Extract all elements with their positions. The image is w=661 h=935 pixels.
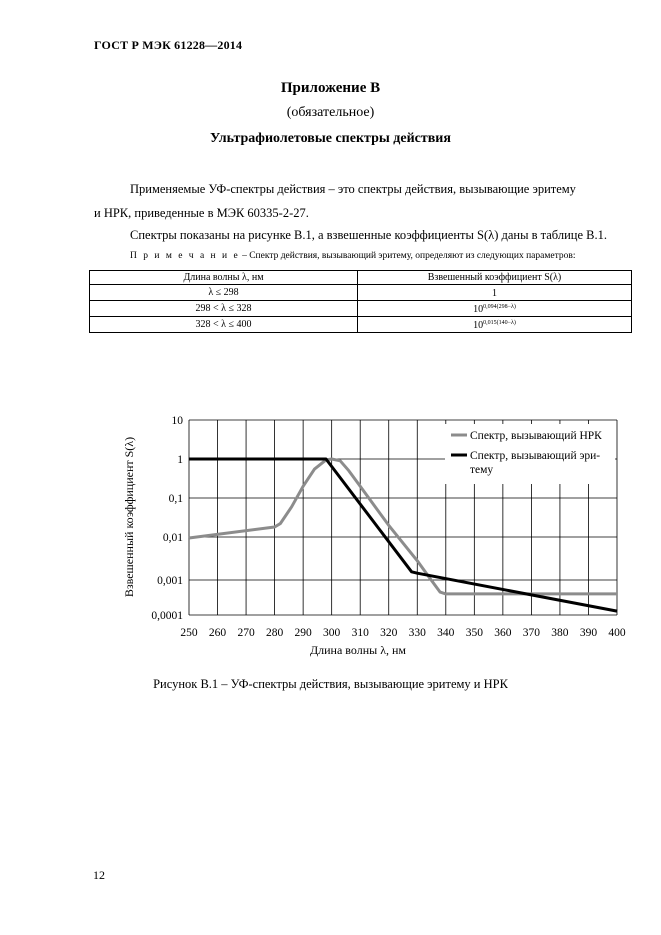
y-tick-label: 0,1 [168, 493, 183, 505]
table-header-wavelength: Длина волны λ, нм [90, 271, 358, 285]
figure-caption: Рисунок В.1 – УФ-спектры действия, вызывающие эритему и НРК [153, 677, 508, 691]
legend-label-line: тему [470, 464, 494, 476]
doc-header: ГОСТ Р МЭК 61228—2014 [94, 38, 243, 52]
y-axis-label: Взвешенный коэффициент S(λ) [122, 436, 136, 598]
table-row [90, 285, 632, 301]
value-base: 10 [473, 304, 484, 315]
paragraph-1-line-1: Применяемые УФ-спектры действия – это спектры действия, вызывающие эритему [130, 182, 576, 196]
x-tick-label: 360 [494, 627, 512, 639]
paragraph-2: Спектры показаны на рисунке В.1, а взвешенные коэффициенты S(λ) даны в таблице В.1. [130, 228, 607, 242]
x-tick-label: 400 [608, 627, 626, 639]
annex-name: Ультрафиолетовые спектры действия [210, 131, 451, 146]
table-cell-value [358, 301, 632, 317]
y-tick-label: 0,001 [157, 575, 183, 587]
annex-title: Приложение В [280, 80, 381, 96]
x-tick-label: 320 [380, 627, 398, 639]
note-text: – Спектр действия, вызывающий эритему, определяют из следующих параметров: [239, 251, 576, 261]
note-label: П р и м е ч а н и е [130, 251, 240, 261]
x-tick-label: 260 [208, 627, 227, 639]
x-tick-label: 390 [579, 627, 598, 639]
y-tick-label: 10 [171, 415, 183, 427]
table-cell-value [358, 285, 632, 301]
annex-status: (обязательное) [286, 105, 375, 120]
table-cell-value [358, 317, 632, 333]
x-tick-label: 290 [294, 627, 312, 639]
x-tick-label: 340 [437, 627, 455, 639]
x-tick-label: 350 [465, 627, 483, 639]
x-tick-label: 380 [551, 627, 569, 639]
x-tick-label: 300 [323, 627, 341, 639]
value-exponent: 0,094(298−λ) [483, 304, 516, 310]
legend-label-nrk: Спектр, вызывающий НРК [470, 430, 602, 442]
paragraph-1-line-2: и НРК, приведенные в МЭК 60335-2-27. [94, 206, 309, 220]
value-base: 1 [492, 288, 497, 299]
legend-label-line: Спектр, вызывающий эри- [470, 450, 601, 462]
y-tick-label: 0,0001 [151, 610, 183, 622]
y-tick-label: 0,01 [162, 532, 183, 544]
table-header-row [90, 271, 632, 285]
table-row [90, 317, 632, 333]
x-tick-label: 250 [180, 627, 198, 639]
table-row [90, 301, 632, 317]
page-number: 12 [93, 868, 105, 882]
coefficients-table [89, 270, 632, 333]
x-tick-label: 270 [237, 627, 255, 639]
x-tick-label: 280 [265, 627, 284, 639]
value-exponent: 0,015(140−λ) [483, 320, 516, 326]
action-spectra-chart [0, 400, 661, 665]
table-cell-range: 298 < λ ≤ 328 [90, 301, 358, 317]
x-tick-label: 310 [351, 627, 369, 639]
table-header-coefficient: Взвешенный коэффициент S(λ) [358, 271, 632, 285]
table-cell-range: 328 < λ ≤ 400 [90, 317, 358, 333]
x-tick-label: 330 [408, 627, 426, 639]
x-axis-label: Длина волны λ, нм [309, 643, 407, 657]
y-tick-label: 1 [177, 454, 183, 466]
value-base: 10 [473, 320, 484, 331]
note [130, 251, 575, 261]
table-cell-range: λ ≤ 298 [90, 285, 358, 301]
x-tick-label: 370 [522, 627, 541, 639]
